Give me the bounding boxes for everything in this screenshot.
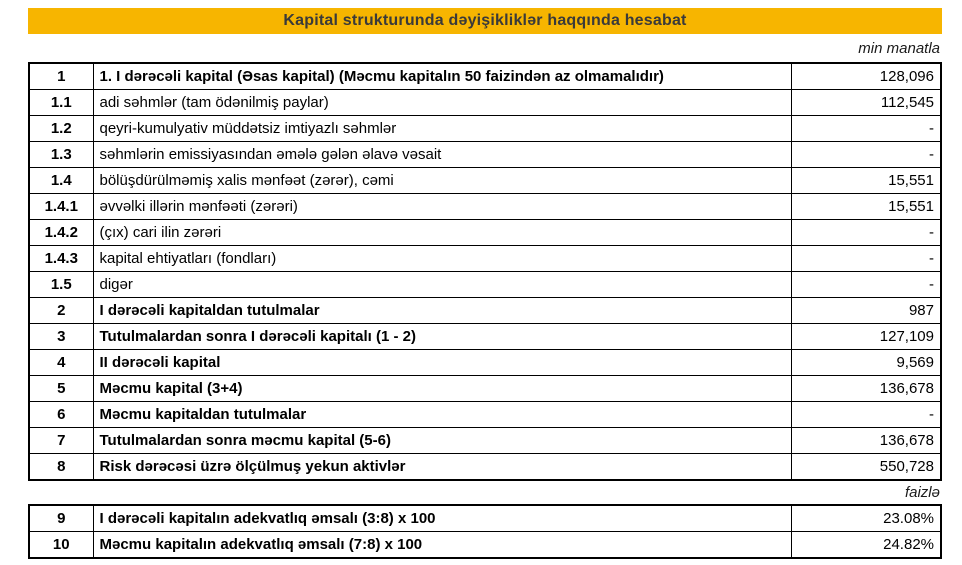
row-value-cell: -: [791, 272, 941, 298]
table-row: [29, 272, 941, 298]
row-description-cell: Məcmu kapitaldan tutulmalar: [93, 402, 791, 428]
row-number-cell: 1.4: [29, 168, 93, 194]
row-description-cell: Tutulmalardan sonra I dərəcəli kapitalı (1 - 2): [93, 324, 791, 350]
row-description-cell: Məcmu kapitalın adekvatlıq əmsalı (7:8) x 100: [93, 532, 791, 559]
row-value-cell: 112,545: [791, 90, 941, 116]
row-number-cell: 1.4.3: [29, 246, 93, 272]
table-row: [29, 454, 941, 481]
row-value-cell: 15,551: [791, 194, 941, 220]
row-value-cell: 128,096: [791, 63, 941, 90]
table-row: [29, 116, 941, 142]
table-row: [29, 350, 941, 376]
table-row: [29, 142, 941, 168]
row-description-cell: (çıx) cari ilin zərəri: [93, 220, 791, 246]
table-row: [29, 298, 941, 324]
row-description-cell: kapital ehtiyatları (fondları): [93, 246, 791, 272]
row-value-cell: 23.08%: [791, 505, 941, 532]
row-value-cell: -: [791, 402, 941, 428]
capital-structure-table: [28, 62, 942, 481]
table-row: [29, 63, 941, 90]
row-value-cell: -: [791, 116, 941, 142]
row-number-cell: 9: [29, 505, 93, 532]
row-number-cell: 1.4.1: [29, 194, 93, 220]
row-description-cell: əvvəlki illərin mənfəəti (zərəri): [93, 194, 791, 220]
row-value-cell: 987: [791, 298, 941, 324]
ratio-table-body: [29, 505, 941, 558]
row-number-cell: 1.3: [29, 142, 93, 168]
table-row: [29, 428, 941, 454]
table-row: [29, 532, 941, 559]
table-row: [29, 402, 941, 428]
row-number-cell: 5: [29, 376, 93, 402]
report-title: Kapital strukturunda dəyişikliklər haqqında hesabat: [283, 12, 687, 29]
row-number-cell: 6: [29, 402, 93, 428]
row-description-cell: adi səhmlər (tam ödənilmiş paylar): [93, 90, 791, 116]
table-row: [29, 324, 941, 350]
row-description-cell: digər: [93, 272, 791, 298]
row-value-cell: 136,678: [791, 428, 941, 454]
adequacy-ratio-table: [28, 504, 942, 559]
row-description-cell: Tutulmalardan sonra məcmu kapital (5-6): [93, 428, 791, 454]
row-description-cell: qeyri-kumulyativ müddətsiz imtiyazlı səhmlər: [93, 116, 791, 142]
row-description-cell: bölüşdürülməmiş xalis mənfəət (zərər), cəmi: [93, 168, 791, 194]
unit-label-faizle: faizlə: [904, 484, 940, 501]
row-value-cell: 136,678: [791, 376, 941, 402]
row-description-cell: 1. I dərəcəli kapital (Əsas kapital) (Məcmu kapitalın 50 faizindən az olmamalıdır): [93, 63, 791, 90]
row-number-cell: 1.4.2: [29, 220, 93, 246]
unit-label-min-manatla: min manatla: [858, 40, 940, 57]
row-description-cell: I dərəcəli kapitaldan tutulmalar: [93, 298, 791, 324]
row-description-cell: səhmlərin emissiyasından əmələ gələn əlavə vəsait: [93, 142, 791, 168]
row-value-cell: 550,728: [791, 454, 941, 481]
row-number-cell: 7: [29, 428, 93, 454]
row-value-cell: 24.82%: [791, 532, 941, 559]
row-number-cell: 2: [29, 298, 93, 324]
row-value-cell: -: [791, 220, 941, 246]
table-row: [29, 505, 941, 532]
row-value-cell: 15,551: [791, 168, 941, 194]
row-number-cell: 1.1: [29, 90, 93, 116]
table-row: [29, 376, 941, 402]
row-description-cell: Məcmu kapital (3+4): [93, 376, 791, 402]
row-number-cell: 8: [29, 454, 93, 481]
report-title-bar: [28, 8, 942, 34]
row-number-cell: 10: [29, 532, 93, 559]
row-number-cell: 3: [29, 324, 93, 350]
row-description-cell: Risk dərəcəsi üzrə ölçülmuş yekun aktivlər: [93, 454, 791, 481]
row-description-cell: I dərəcəli kapitalın adekvatlıq əmsalı (3:8) x 100: [93, 505, 791, 532]
table-row: [29, 220, 941, 246]
row-value-cell: -: [791, 246, 941, 272]
row-number-cell: 1.2: [29, 116, 93, 142]
row-number-cell: 1: [29, 63, 93, 90]
table-row: [29, 246, 941, 272]
table-row: [29, 90, 941, 116]
table-row: [29, 168, 941, 194]
row-number-cell: 1.5: [29, 272, 93, 298]
row-value-cell: 127,109: [791, 324, 941, 350]
row-value-cell: -: [791, 142, 941, 168]
row-value-cell: 9,569: [791, 350, 941, 376]
table-row: [29, 194, 941, 220]
row-description-cell: II dərəcəli kapital: [93, 350, 791, 376]
row-number-cell: 4: [29, 350, 93, 376]
capital-table-body: [29, 63, 941, 480]
